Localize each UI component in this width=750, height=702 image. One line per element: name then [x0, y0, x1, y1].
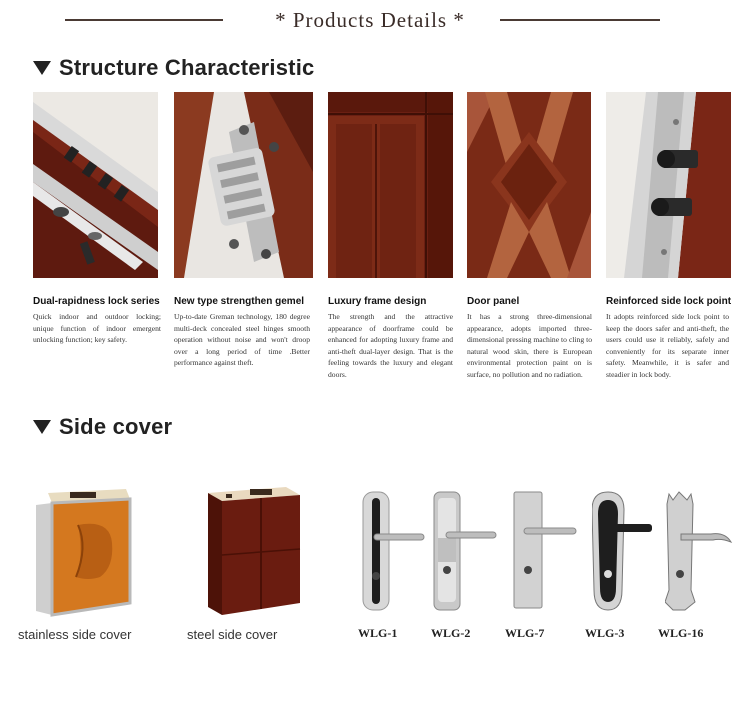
lock-series-photo [33, 92, 158, 278]
cover-caption: steel side cover [187, 627, 278, 642]
feature-title: Dual-rapidness lock series [33, 296, 160, 307]
feature-desc: The strength and the attractive appearance of doorframe could be enhanced for adopting luxury frame and anti-theft dual-layer design. That is the feeling towards the luxury and elegant doors. [328, 312, 453, 379]
side-cover-heading [33, 414, 172, 440]
handle-model-label: WLG-3 [585, 626, 625, 640]
feature-title: Luxury frame design [328, 296, 427, 307]
steel-side-cover-image [206, 483, 306, 617]
feature-desc: It adopts reinforced side lock point to keep the doors safer and anti-theft, the users could use it reliably, safely and conveniently for its separate inner safety. Meanwhile, it is safer and steadier in lock body. [606, 312, 729, 379]
handle-wlg-3-image [592, 490, 658, 612]
triangle-down-icon [33, 61, 51, 75]
header-rule-right [500, 19, 660, 21]
cover-caption: stainless side cover [18, 627, 132, 642]
feature-desc: Quick indoor and outdoor locking; unique function of indoor emergent unlocking function; key safety. [33, 312, 161, 345]
feature-title: Reinforced side lock point [606, 296, 732, 307]
side-cover-heading-text: Side cover [59, 414, 173, 439]
door-panel-photo [467, 92, 591, 278]
handle-model-label: WLG-2 [431, 626, 471, 640]
structure-heading-text: Structure Characteristic [59, 55, 315, 80]
handle-wlg-16-image [665, 490, 735, 612]
structure-heading [33, 55, 314, 81]
feature-title: Door panel [467, 296, 520, 307]
feature-desc: It has a strong three-dimensional appearance, adopts imported three-dimensional pressing machine to cling to natural wood skin, there is European environmental protection paint on is surface, no pollution and no radiation. [467, 312, 592, 379]
hinge-photo [174, 92, 313, 278]
handle-model-label: WLG-16 [658, 626, 704, 640]
triangle-down-icon [33, 420, 51, 434]
handle-wlg-7-image [512, 490, 578, 612]
handle-wlg-2-image [432, 490, 498, 612]
page-title: * Products Details * [275, 8, 465, 32]
handle-model-label: WLG-1 [358, 626, 398, 640]
frame-design-photo [328, 92, 453, 278]
side-lock-photo [606, 92, 731, 278]
feature-desc: Up-to-date Greman technology, 180 degree multi-deck concealed steel hinges smooth operation without noise and won't droop over a long period of time .Better performance against theft. [174, 312, 310, 368]
feature-title: New type strengthen gemel [174, 296, 305, 307]
header-rule-left [65, 19, 223, 21]
handle-model-label: WLG-7 [505, 626, 545, 640]
stainless-side-cover-image [30, 485, 135, 617]
handle-wlg-1-image [360, 490, 426, 612]
